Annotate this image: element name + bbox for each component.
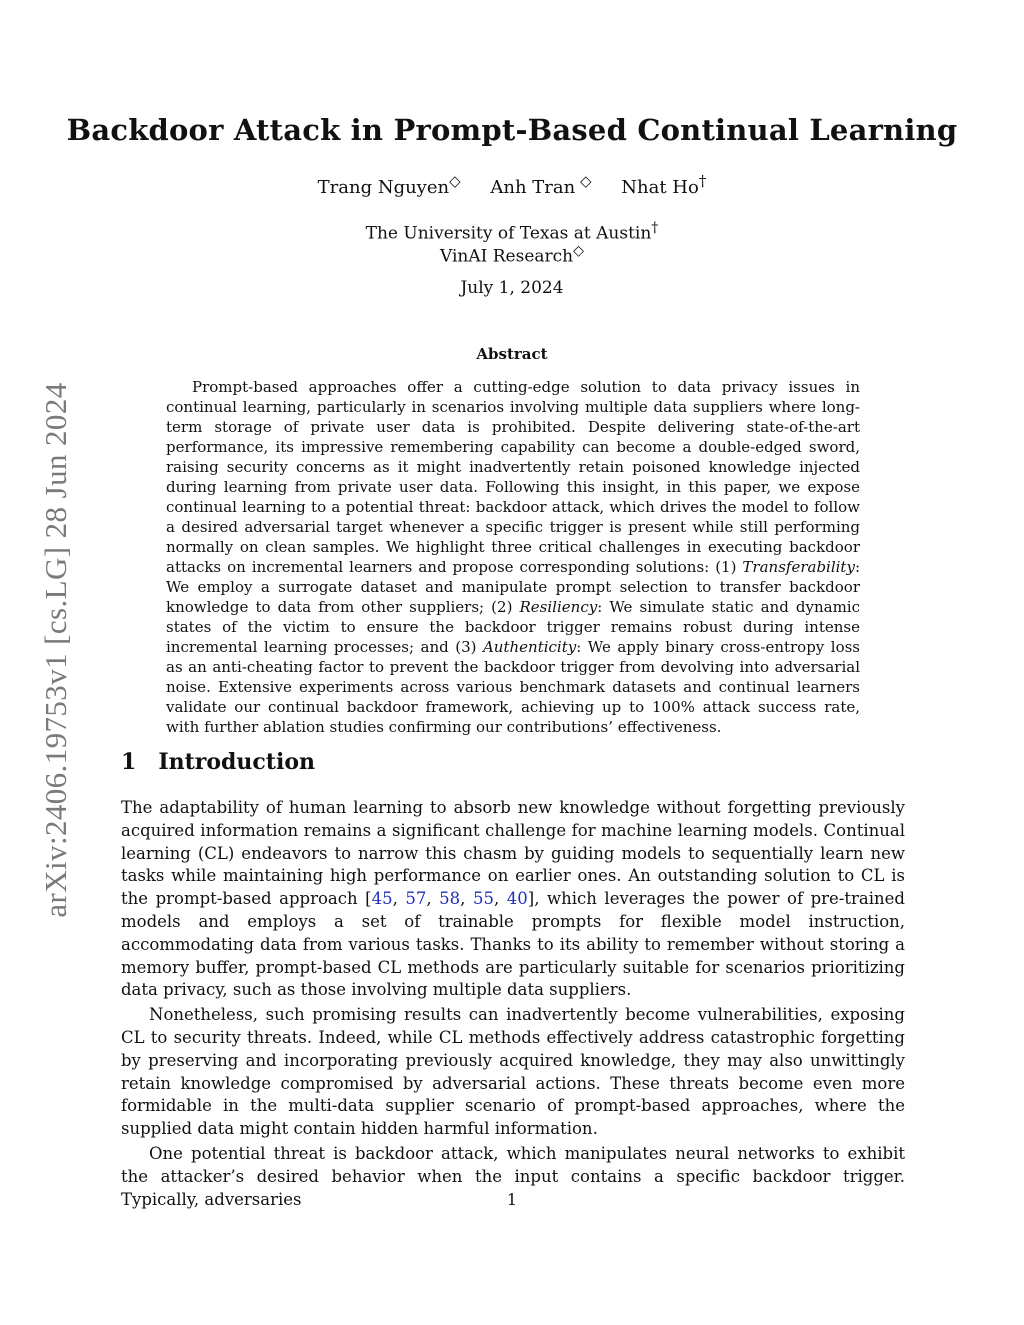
paragraph-1-text-before: The adaptability of human learning to absorb new knowledge without forgetting previously acquired information remains a significant challenge for machine learning models. Continual learning (CL) endeavors to narrow this chasm by guiding models to sequentially learn new tasks while maintaining high performance on earlier ones. An outstanding solution to CL is the prompt-based approach [ [121,798,905,909]
author-affiliation-mark: ◇ [449,172,461,190]
abstract-term-authenticity: Authenticity [482,638,577,656]
citation-link[interactable]: 40 [506,889,528,909]
affiliation-1 [0,220,1024,244]
publication-date: July 1, 2024 [460,278,564,298]
abstract-part-1: Prompt-based approaches offer a cutting-edge solution to data privacy issues in continual learning, particularly in scenarios involving multiple data suppliers where long-term storage of private user data is prohibited. Despite delivering state-of-the-art performance, its impressive remembering capability can become a double-edged sword, raising security concerns as it might inadvertently retain poisoned knowledge injected during learning from private user data. Following this insight, in this paper, we expose continual learning to a potential threat: backdoor attack, which drives the model to follow a desired adversarial target whenever a specific trigger is present while still performing normally on clean samples. We highlight three critical challenges in executing backdoor attacks on incremental learners and propose corresponding solutions: (1) [166,378,860,576]
author-1 [317,172,461,198]
abstract-part-4: : We apply binary cross-entropy loss as an anti-cheating factor to prevent the backdoor trigger from devolving into adversarial noise. Extensive experiments across various benchmark datasets and continual learners validate our continual backdoor framework, achieving up to 100% attack success rate, with further ablation studies confirming our contributions’ effectiveness. [166,638,860,736]
author-name: Trang Nguyen [317,177,450,198]
paragraph-1: The adaptability of human learning to absorb new knowledge without forgetting previously acquired information remains a significant challenge for machine learning models. Continual learning (CL) endeavors to narrow this chasm by guiding models to sequentially learn new tasks while maintaining high performance on earlier ones. An outstanding solution to CL is the prompt-based approach [45, 57, 58, 55, 40], which leverages the power of pre-trained models and employs a set of trainable prompts for flexible model instruction, accommodating data from various tasks. Thanks to its ability to remember without storing a memory buffer, prompt-based CL methods are particularly suitable for scenarios prioritizing data privacy, such as those involving multiple data suppliers. [121,798,905,1000]
paper-title: Backdoor Attack in Prompt-Based Continual Learning [66,113,958,147]
author-affiliation-mark: ◇ [575,172,592,190]
author-list [0,172,1024,198]
affiliation-mark: † [651,220,659,236]
abstract-part-3: : We simulate static and dynamic states of the victim to ensure the backdoor trigger remains robust during intense incremental learning processes; and (3) [166,598,860,656]
citation-link[interactable]: 57 [405,889,427,909]
author-3 [621,172,707,198]
affiliation-name: The University of Texas at Austin [365,223,652,244]
section-heading-introduction [121,749,315,775]
citation-link[interactable]: 45 [371,889,393,909]
author-name: Anh Tran [490,177,576,198]
affiliation-mark: ◇ [573,243,585,259]
affiliation-name: VinAI Research [439,246,574,267]
author-2 [490,172,592,198]
section-number: 1 [121,749,137,775]
abstract-term-resiliency: Resiliency [519,598,598,616]
arxiv-identifier-stamp: arXiv:2406.19753v1 [cs.LG] 28 Jun 2024 [38,382,73,918]
page-number: 1 [506,1190,518,1209]
affiliation-2 [0,243,1024,267]
citation-link[interactable]: 55 [472,889,494,909]
abstract-heading: Abstract [476,345,548,363]
abstract-text [166,377,860,737]
citation-link[interactable]: 58 [439,889,461,909]
paragraph-2: Nonetheless, such promising results can inadvertently become vulnerabilities, exposing CL to security threats. Indeed, while CL methods effectively address catastrophic forgetting by preserving and incorporating previously acquired knowledge, they may also unwittingly retain knowledge compromised by adversarial actions. These threats become even more formidable in the multi-data supplier scenario of prompt-based approaches, where the supplied data might contain hidden harmful information. [121,1005,905,1139]
author-affiliation-mark: † [698,172,707,190]
author-name: Nhat Ho [621,177,699,198]
abstract-term-transferability: Transferability [742,558,855,576]
paragraph-3: One potential threat is backdoor attack, which manipulates neural networks to exhibit the attacker’s desired behavior when the input contains a specific backdoor trigger. Typically, adversaries [121,1143,905,1209]
abstract-part-2: : We employ a surrogate dataset and manipulate prompt selection to transfer backdoor knowledge to data from other suppliers; (2) [166,558,860,616]
section-title: Introduction [158,749,315,775]
introduction-body [121,797,905,1211]
paragraph-1-text-after: ], which leverages the power of pre-trained models and employs a set of trainable prompts for flexible model instruction, accommodating data from various tasks. Thanks to its ability to remember without storing a memory buffer, prompt-based CL methods are particularly suitable for scenarios prioritizing data privacy, such as those involving multiple data suppliers. [121,889,905,1000]
